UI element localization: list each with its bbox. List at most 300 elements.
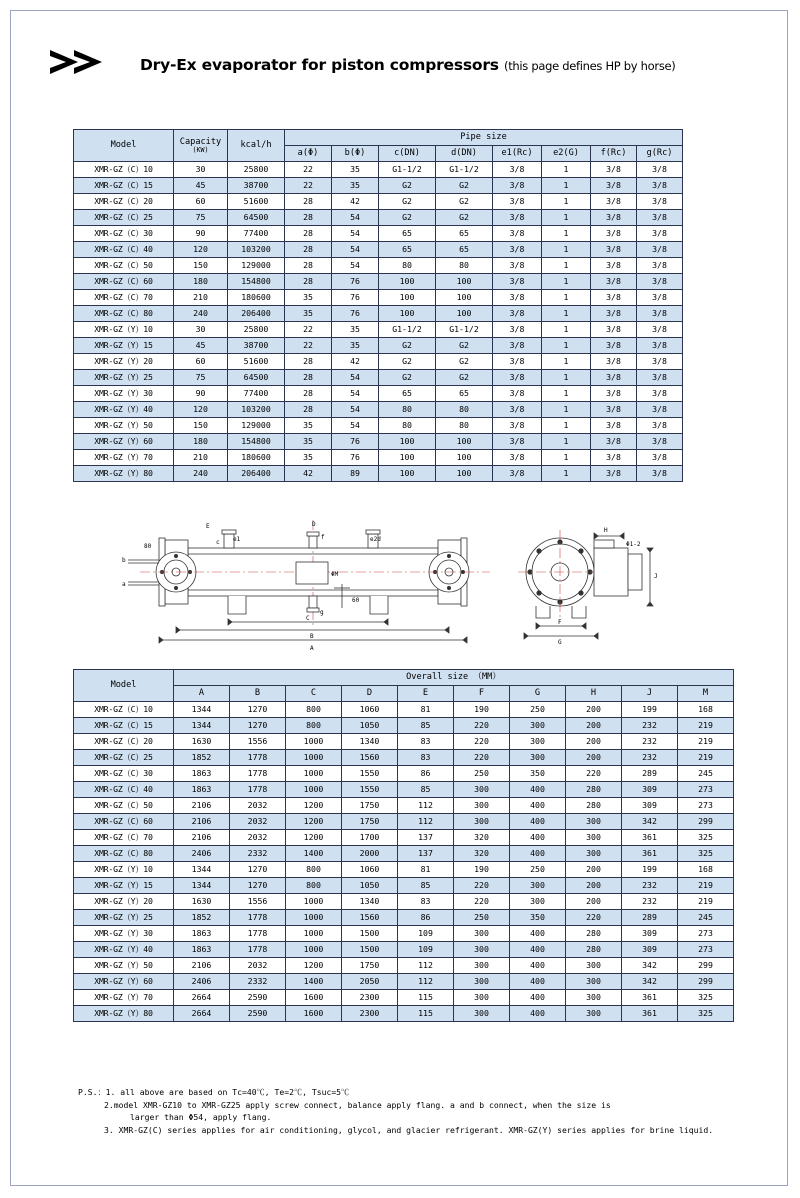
overall-size-cell: 1000 <box>286 910 342 926</box>
pipe-size-cell: 103200 <box>228 402 285 418</box>
overall-size-model: XMR-GZ（Y）10 <box>74 862 174 878</box>
pipe-size-cell: 3/8 <box>637 178 683 194</box>
pipe-size-cell: 54 <box>332 258 379 274</box>
overall-size-cell: 83 <box>398 894 454 910</box>
pipe-size-cell: 3/8 <box>493 306 542 322</box>
pipe-size-cell: 22 <box>285 322 332 338</box>
pipe-size-cell: 1 <box>542 290 591 306</box>
overall-size-cell: 2032 <box>230 958 286 974</box>
header-a: a(Φ) <box>285 146 332 162</box>
overall-size-cell: 300 <box>510 718 566 734</box>
pipe-size-cell: 64500 <box>228 210 285 226</box>
overall-size-cell: 232 <box>622 894 678 910</box>
pipe-size-cell: G2 <box>436 194 493 210</box>
svg-text:A: A <box>310 645 314 652</box>
pipe-size-cell: 77400 <box>228 226 285 242</box>
overall-size-cell: 2664 <box>174 990 230 1006</box>
pipe-size-cell: 1 <box>542 162 591 178</box>
overall-size-cell: 289 <box>622 766 678 782</box>
overall-size-cell: 1630 <box>174 894 230 910</box>
table-header-row-1 <box>74 130 683 146</box>
pipe-size-cell: G2 <box>379 194 436 210</box>
pipe-size-cell: 3/8 <box>591 450 637 466</box>
overall-size-cell: 361 <box>622 846 678 862</box>
overall-size-cell: 250 <box>454 766 510 782</box>
pipe-size-model: XMR-GZ（C）70 <box>74 290 174 306</box>
pipe-size-cell: 3/8 <box>637 434 683 450</box>
overall-size-cell: 220 <box>454 878 510 894</box>
table-row <box>74 878 734 894</box>
overall-size-cell: 300 <box>566 814 622 830</box>
header2-overall-size-group: Overall size （MM） <box>174 670 734 686</box>
pipe-size-cell: 22 <box>285 338 332 354</box>
pipe-size-cell: G2 <box>379 370 436 386</box>
table-row <box>74 242 683 258</box>
overall-size-cell: 200 <box>566 862 622 878</box>
overall-size-cell: 273 <box>678 942 734 958</box>
overall-size-cell: 299 <box>678 974 734 990</box>
table-row <box>74 370 683 386</box>
svg-text:60: 60 <box>352 597 360 604</box>
pipe-size-cell: 100 <box>436 306 493 322</box>
pipe-size-cell: 1 <box>542 210 591 226</box>
overall-size-cell: 86 <box>398 766 454 782</box>
overall-size-cell: 219 <box>678 734 734 750</box>
page-title <box>140 56 675 74</box>
header2-A: A <box>174 686 230 702</box>
overall-size-cell: 220 <box>566 766 622 782</box>
overall-size-cell: 1778 <box>230 926 286 942</box>
overall-size-cell: 219 <box>678 894 734 910</box>
overall-size-cell: 1852 <box>174 910 230 926</box>
notes-label: P.S.： <box>78 1087 106 1097</box>
pipe-size-cell: 3/8 <box>493 466 542 482</box>
pipe-size-cell: 25800 <box>228 322 285 338</box>
overall-size-cell: 400 <box>510 1006 566 1022</box>
table-row <box>74 290 683 306</box>
overall-size-cell: 400 <box>510 942 566 958</box>
table-row <box>74 862 734 878</box>
overall-size-cell: 190 <box>454 862 510 878</box>
overall-size-cell: 300 <box>454 942 510 958</box>
overall-size-cell: 1550 <box>342 766 398 782</box>
overall-size-cell: 220 <box>454 750 510 766</box>
pipe-size-model: XMR-GZ（Y）60 <box>74 434 174 450</box>
pipe-size-cell: 42 <box>285 466 332 482</box>
header2-C: C <box>286 686 342 702</box>
overall-size-cell: 273 <box>678 782 734 798</box>
overall-size-cell: 168 <box>678 702 734 718</box>
overall-size-cell: 1500 <box>342 926 398 942</box>
overall-size-cell: 300 <box>454 1006 510 1022</box>
pipe-size-cell: 100 <box>379 450 436 466</box>
overall-size-cell: 1500 <box>342 942 398 958</box>
overall-size-cell: 309 <box>622 782 678 798</box>
header-d: d(DN) <box>436 146 493 162</box>
pipe-size-cell: 30 <box>174 322 228 338</box>
pipe-size-cell: 28 <box>285 386 332 402</box>
pipe-size-cell: 3/8 <box>591 322 637 338</box>
pipe-size-cell: 1 <box>542 418 591 434</box>
svg-text:b: b <box>122 557 126 564</box>
pipe-size-cell: 38700 <box>228 338 285 354</box>
overall-size-cell: 325 <box>678 990 734 1006</box>
page-title-text: Dry-Ex evaporator for piston compressors <box>140 56 499 74</box>
overall-size-cell: 1750 <box>342 958 398 974</box>
overall-size-model: XMR-GZ（C）80 <box>74 846 174 862</box>
overall-size-cell: 137 <box>398 846 454 862</box>
header-e1: e1(Rc) <box>493 146 542 162</box>
overall-size-cell: 2106 <box>174 798 230 814</box>
svg-text:g: g <box>320 609 324 616</box>
header2-M: M <box>678 686 734 702</box>
overall-size-cell: 232 <box>622 750 678 766</box>
table-row <box>74 210 683 226</box>
overall-size-cell: 1340 <box>342 734 398 750</box>
header-capacity-unit: (KW) <box>192 145 209 154</box>
pipe-size-model: XMR-GZ（Y）25 <box>74 370 174 386</box>
table-row <box>74 718 734 734</box>
overall-size-cell: 2590 <box>230 990 286 1006</box>
overall-size-cell: 2032 <box>230 814 286 830</box>
table-row <box>74 306 683 322</box>
overall-size-cell: 400 <box>510 958 566 974</box>
overall-size-cell: 309 <box>622 942 678 958</box>
pipe-size-cell: 3/8 <box>493 402 542 418</box>
overall-size-model: XMR-GZ（Y）40 <box>74 942 174 958</box>
overall-size-cell: 1200 <box>286 830 342 846</box>
pipe-size-model: XMR-GZ（Y）30 <box>74 386 174 402</box>
pipe-size-cell: 28 <box>285 210 332 226</box>
svg-text:B: B <box>310 633 314 640</box>
table-row <box>74 226 683 242</box>
pipe-size-cell: 3/8 <box>493 210 542 226</box>
table-row <box>74 734 734 750</box>
table-row <box>74 258 683 274</box>
pipe-size-cell: 35 <box>285 434 332 450</box>
overall-size-cell: 1750 <box>342 814 398 830</box>
pipe-size-model: XMR-GZ（C）80 <box>74 306 174 322</box>
overall-size-cell: 2000 <box>342 846 398 862</box>
pipe-size-cell: G2 <box>379 210 436 226</box>
overall-size-model: XMR-GZ（Y）25 <box>74 910 174 926</box>
overall-size-cell: 85 <box>398 782 454 798</box>
table2-header-row-1 <box>74 670 734 686</box>
overall-size-cell: 245 <box>678 910 734 926</box>
pipe-size-cell: 3/8 <box>493 370 542 386</box>
table-row <box>74 386 683 402</box>
pipe-size-model: XMR-GZ（Y）40 <box>74 402 174 418</box>
note-line-1 <box>78 1086 778 1099</box>
header-model: Model <box>74 130 174 162</box>
overall-size-cell: 1400 <box>286 846 342 862</box>
overall-size-cell: 1778 <box>230 942 286 958</box>
pipe-size-cell: 80 <box>436 418 493 434</box>
pipe-size-cell: 75 <box>174 210 228 226</box>
pipe-size-cell: 38700 <box>228 178 285 194</box>
pipe-size-cell: 51600 <box>228 194 285 210</box>
overall-size-cell: 1630 <box>174 734 230 750</box>
pipe-size-cell: 1 <box>542 274 591 290</box>
overall-size-cell: 1200 <box>286 958 342 974</box>
note-line-3: 3. XMR-GZ(C) series applies for air conditioning, glycol, and glacier refrigerant. XMR-GZ(Y) series applies for brine liquid. <box>104 1124 714 1135</box>
table-row <box>74 466 683 482</box>
pipe-size-cell: 3/8 <box>493 290 542 306</box>
pipe-size-cell: 60 <box>174 354 228 370</box>
overall-size-cell: 1000 <box>286 766 342 782</box>
pipe-size-cell: 206400 <box>228 466 285 482</box>
overall-size-cell: 1060 <box>342 702 398 718</box>
pipe-size-cell: 77400 <box>228 386 285 402</box>
pipe-size-cell: 35 <box>332 178 379 194</box>
pipe-size-cell: 3/8 <box>591 338 637 354</box>
overall-size-cell: 1700 <box>342 830 398 846</box>
pipe-size-cell: 1 <box>542 306 591 322</box>
overall-size-cell: 200 <box>566 894 622 910</box>
overall-size-cell: 280 <box>566 782 622 798</box>
pipe-size-cell: 22 <box>285 162 332 178</box>
pipe-size-cell: 3/8 <box>493 386 542 402</box>
overall-size-cell: 1000 <box>286 942 342 958</box>
overall-size-cell: 325 <box>678 846 734 862</box>
overall-size-cell: 400 <box>510 846 566 862</box>
pipe-size-cell: G2 <box>379 178 436 194</box>
pipe-size-cell: 35 <box>285 306 332 322</box>
overall-size-cell: 1600 <box>286 990 342 1006</box>
overall-size-cell: 289 <box>622 910 678 926</box>
overall-size-cell: 1560 <box>342 750 398 766</box>
overall-size-cell: 1556 <box>230 734 286 750</box>
overall-size-cell: 1270 <box>230 878 286 894</box>
pipe-size-cell: 28 <box>285 258 332 274</box>
overall-size-cell: 137 <box>398 830 454 846</box>
overall-size-cell: 1863 <box>174 766 230 782</box>
table-row <box>74 958 734 974</box>
pipe-size-cell: 3/8 <box>493 354 542 370</box>
pipe-size-cell: G1-1/2 <box>379 162 436 178</box>
pipe-size-cell: 3/8 <box>637 226 683 242</box>
overall-size-cell: 309 <box>622 798 678 814</box>
table-row <box>74 942 734 958</box>
overall-size-cell: 200 <box>566 702 622 718</box>
pipe-size-cell: 28 <box>285 226 332 242</box>
overall-size-cell: 83 <box>398 734 454 750</box>
pipe-size-cell: 3/8 <box>591 418 637 434</box>
pipe-size-cell: 22 <box>285 178 332 194</box>
header-b: b(Φ) <box>332 146 379 162</box>
overall-size-model: XMR-GZ（C）50 <box>74 798 174 814</box>
overall-size-cell: 2106 <box>174 830 230 846</box>
overall-size-cell: 1778 <box>230 766 286 782</box>
pipe-size-cell: 45 <box>174 338 228 354</box>
pipe-size-cell: 35 <box>285 450 332 466</box>
pipe-size-cell: 3/8 <box>591 274 637 290</box>
table-row <box>74 990 734 1006</box>
pipe-size-cell: 42 <box>332 194 379 210</box>
overall-size-cell: 325 <box>678 1006 734 1022</box>
header-c: c(DN) <box>379 146 436 162</box>
header-g: g(Rc) <box>637 146 683 162</box>
pipe-size-cell: 3/8 <box>637 338 683 354</box>
overall-size-model: XMR-GZ（C）40 <box>74 782 174 798</box>
overall-size-model: XMR-GZ（Y）20 <box>74 894 174 910</box>
pipe-size-cell: 28 <box>285 274 332 290</box>
pipe-size-cell: 3/8 <box>637 386 683 402</box>
pipe-size-cell: 3/8 <box>637 354 683 370</box>
overall-size-cell: 300 <box>454 798 510 814</box>
pipe-size-cell: 1 <box>542 194 591 210</box>
overall-size-cell: 300 <box>454 782 510 798</box>
pipe-size-cell: 76 <box>332 434 379 450</box>
overall-size-cell: 1000 <box>286 750 342 766</box>
overall-size-cell: 2032 <box>230 798 286 814</box>
overall-size-cell: 309 <box>622 926 678 942</box>
overall-size-cell: 2406 <box>174 974 230 990</box>
table-row <box>74 450 683 466</box>
overall-size-cell: 219 <box>678 718 734 734</box>
pipe-size-cell: 3/8 <box>493 434 542 450</box>
pipe-size-cell: 35 <box>285 418 332 434</box>
pipe-size-cell: 1 <box>542 338 591 354</box>
svg-text:E: E <box>206 523 210 530</box>
table-row <box>74 830 734 846</box>
overall-size-cell: 115 <box>398 990 454 1006</box>
pipe-size-cell: 3/8 <box>493 178 542 194</box>
pipe-size-cell: 129000 <box>228 418 285 434</box>
pipe-size-cell: 28 <box>285 242 332 258</box>
pipe-size-cell: 35 <box>332 162 379 178</box>
overall-size-cell: 83 <box>398 750 454 766</box>
pipe-size-cell: 3/8 <box>637 162 683 178</box>
overall-size-cell: 232 <box>622 734 678 750</box>
overall-size-cell: 1270 <box>230 718 286 734</box>
overall-size-cell: 86 <box>398 910 454 926</box>
overall-size-cell: 250 <box>510 862 566 878</box>
overall-size-cell: 1000 <box>286 782 342 798</box>
overall-size-cell: 320 <box>454 846 510 862</box>
overall-size-cell: 300 <box>510 878 566 894</box>
overall-size-cell: 1270 <box>230 702 286 718</box>
overall-size-cell: 1778 <box>230 750 286 766</box>
pipe-size-cell: 129000 <box>228 258 285 274</box>
pipe-size-cell: 3/8 <box>493 226 542 242</box>
overall-size-cell: 168 <box>678 862 734 878</box>
pipe-size-cell: 3/8 <box>637 450 683 466</box>
pipe-size-cell: 65 <box>436 386 493 402</box>
overall-size-cell: 1550 <box>342 782 398 798</box>
overall-size-cell: 350 <box>510 766 566 782</box>
pipe-size-cell: 35 <box>332 338 379 354</box>
overall-size-cell: 300 <box>566 830 622 846</box>
overall-size-cell: 1778 <box>230 910 286 926</box>
overall-size-cell: 200 <box>566 878 622 894</box>
overall-size-cell: 400 <box>510 782 566 798</box>
pipe-size-cell: 75 <box>174 370 228 386</box>
pipe-size-model: XMR-GZ（C）40 <box>74 242 174 258</box>
overall-size-cell: 342 <box>622 814 678 830</box>
pipe-size-cell: 3/8 <box>591 242 637 258</box>
pipe-size-cell: 3/8 <box>637 418 683 434</box>
overall-size-cell: 200 <box>566 734 622 750</box>
pipe-size-cell: 42 <box>332 354 379 370</box>
pipe-size-table-body <box>74 162 683 482</box>
pipe-size-cell: 210 <box>174 290 228 306</box>
header-capacity <box>174 130 228 162</box>
pipe-size-cell: 3/8 <box>637 402 683 418</box>
pipe-size-model: XMR-GZ（C）15 <box>74 178 174 194</box>
pipe-size-cell: 80 <box>379 258 436 274</box>
pipe-size-cell: 210 <box>174 450 228 466</box>
pipe-size-cell: 3/8 <box>591 306 637 322</box>
pipe-size-cell: G2 <box>436 354 493 370</box>
pipe-size-model: XMR-GZ（C）50 <box>74 258 174 274</box>
pipe-size-cell: 3/8 <box>591 290 637 306</box>
pipe-size-cell: 80 <box>379 418 436 434</box>
overall-size-cell: 361 <box>622 830 678 846</box>
pipe-size-cell: 51600 <box>228 354 285 370</box>
overall-size-cell: 1560 <box>342 910 398 926</box>
pipe-size-model: XMR-GZ（C）10 <box>74 162 174 178</box>
svg-text:e1: e1 <box>233 536 241 543</box>
overall-size-cell: 273 <box>678 926 734 942</box>
overall-size-cell: 280 <box>566 798 622 814</box>
header2-G: G <box>510 686 566 702</box>
overall-size-cell: 112 <box>398 974 454 990</box>
pipe-size-cell: G2 <box>379 338 436 354</box>
pipe-size-cell: 3/8 <box>493 242 542 258</box>
overall-size-cell: 1344 <box>174 878 230 894</box>
table-row <box>74 178 683 194</box>
pipe-size-cell: 3/8 <box>591 434 637 450</box>
page-subtitle-text: (this page defines HP by horse) <box>504 59 676 73</box>
pipe-size-cell: 28 <box>285 402 332 418</box>
overall-size-cell: 245 <box>678 766 734 782</box>
pipe-size-model: XMR-GZ（Y）10 <box>74 322 174 338</box>
overall-size-table-wrapper <box>73 669 734 1022</box>
overall-size-cell: 1344 <box>174 718 230 734</box>
overall-size-cell: 112 <box>398 798 454 814</box>
pipe-size-cell: 90 <box>174 226 228 242</box>
pipe-size-cell: 1 <box>542 434 591 450</box>
pipe-size-cell: 100 <box>379 274 436 290</box>
overall-size-cell: 112 <box>398 958 454 974</box>
overall-size-cell: 1778 <box>230 782 286 798</box>
overall-size-cell: 361 <box>622 1006 678 1022</box>
table-row <box>74 910 734 926</box>
pipe-size-cell: 100 <box>436 290 493 306</box>
overall-size-cell: 300 <box>566 974 622 990</box>
pipe-size-cell: 154800 <box>228 434 285 450</box>
pipe-size-cell: 3/8 <box>591 162 637 178</box>
table-row <box>74 338 683 354</box>
overall-size-cell: 1050 <box>342 878 398 894</box>
overall-size-cell: 2050 <box>342 974 398 990</box>
overall-size-model: XMR-GZ（C）25 <box>74 750 174 766</box>
table-row <box>74 814 734 830</box>
header2-E: E <box>398 686 454 702</box>
pipe-size-cell: 1 <box>542 370 591 386</box>
pipe-size-cell: 3/8 <box>493 258 542 274</box>
page-header <box>48 48 758 94</box>
pipe-size-cell: 3/8 <box>591 466 637 482</box>
pipe-size-cell: 65 <box>436 242 493 258</box>
pipe-size-cell: 1 <box>542 450 591 466</box>
pipe-size-cell: 3/8 <box>493 418 542 434</box>
table-row <box>74 766 734 782</box>
overall-size-cell: 300 <box>454 814 510 830</box>
pipe-size-cell: 76 <box>332 274 379 290</box>
pipe-size-cell: 3/8 <box>637 210 683 226</box>
